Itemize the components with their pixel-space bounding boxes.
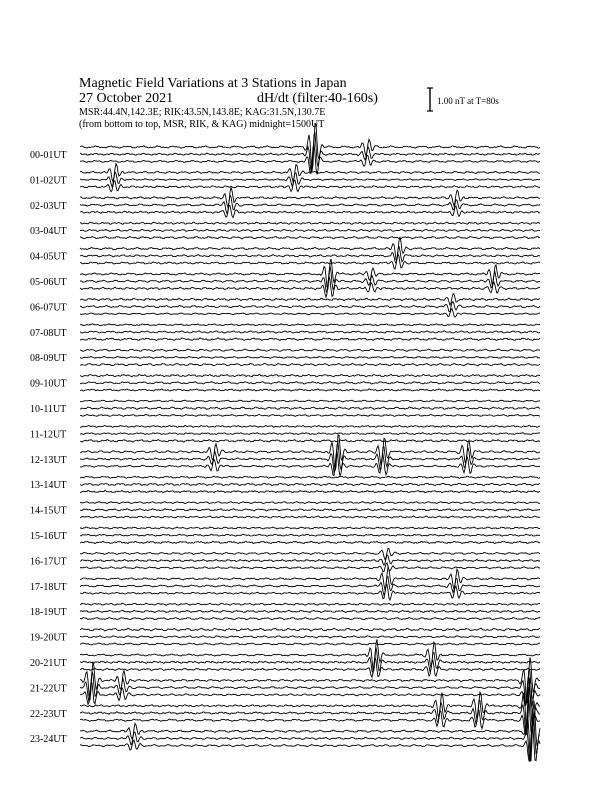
trace-01-02UT-station-3 xyxy=(80,180,540,192)
row-label-17-18UT: 17-18UT xyxy=(30,581,67,593)
row-label-04-05UT: 04-05UT xyxy=(30,251,67,263)
trace-19-20UT-station-1 xyxy=(80,628,540,631)
trace-14-15UT-station-2 xyxy=(80,509,540,511)
trace-23-24UT-station-3 xyxy=(80,722,540,761)
trace-21-22UT-station-2 xyxy=(80,667,540,705)
trace-08-09UT-station-1 xyxy=(80,349,540,351)
trace-03-04UT-station-3 xyxy=(80,236,540,239)
row-label-19-20UT: 19-20UT xyxy=(30,632,67,644)
row-label-10-11UT: 10-11UT xyxy=(30,404,67,415)
trace-15-16UT-station-2 xyxy=(80,534,540,536)
row-label-01-02UT: 01-02UT xyxy=(30,175,67,187)
trace-18-19UT-station-2 xyxy=(80,610,540,612)
trace-18-19UT-station-1 xyxy=(80,603,540,605)
trace-20-21UT-station-3 xyxy=(80,657,540,677)
chart-quantity: dH/dt (filter:40-160s) xyxy=(257,91,378,106)
row-label-16-17UT: 16-17UT xyxy=(30,556,67,568)
row-label-18-19UT: 18-19UT xyxy=(30,607,67,619)
row-label-21-22UT: 21-22UT xyxy=(30,683,67,695)
trace-07-08UT-station-3 xyxy=(80,338,540,341)
trace-07-08UT-station-1 xyxy=(80,324,540,326)
trace-23-24UT-station-1 xyxy=(80,701,540,761)
trace-10-11UT-station-2 xyxy=(80,407,540,410)
row-label-02-03UT: 02-03UT xyxy=(30,200,67,212)
trace-05-06UT-station-3 xyxy=(80,277,540,298)
trace-08-09UT-station-2 xyxy=(80,356,540,358)
trace-21-22UT-station-1 xyxy=(80,657,540,703)
trace-13-14UT-station-3 xyxy=(80,490,540,492)
row-label-23-24UT: 23-24UT xyxy=(30,734,67,746)
chart-title: Magnetic Field Variations at 3 Stations in Japan xyxy=(79,76,347,91)
row-label-20-21UT: 20-21UT xyxy=(30,658,67,669)
trace-03-04UT-station-1 xyxy=(80,222,540,224)
trace-02-03UT-station-1 xyxy=(80,187,540,207)
trace-09-10UT-station-2 xyxy=(80,382,540,384)
row-label-15-16UT: 15-16UT xyxy=(30,531,67,542)
trace-19-20UT-station-3 xyxy=(80,643,540,645)
trace-08-09UT-station-3 xyxy=(80,363,540,365)
row-label-09-10UT: 09-10UT xyxy=(30,378,67,390)
trace-13-14UT-station-1 xyxy=(80,476,540,478)
trace-06-07UT-station-2 xyxy=(80,302,540,312)
trace-09-10UT-station-3 xyxy=(80,389,540,391)
trace-11-12UT-station-3 xyxy=(80,440,540,443)
trace-16-17UT-station-3 xyxy=(80,563,540,572)
row-label-07-08UT: 07-08UT xyxy=(30,327,67,339)
trace-06-07UT-station-3 xyxy=(80,309,540,318)
trace-16-17UT-station-1 xyxy=(80,548,540,559)
trace-21-22UT-station-3 xyxy=(80,678,540,707)
trace-11-12UT-station-1 xyxy=(80,425,540,427)
trace-18-19UT-station-3 xyxy=(80,617,540,619)
trace-15-16UT-station-1 xyxy=(80,527,540,529)
trace-03-04UT-station-2 xyxy=(80,229,540,231)
trace-22-23UT-station-3 xyxy=(80,699,540,735)
row-label-03-04UT: 03-04UT xyxy=(30,226,67,238)
chart-date: 27 October 2021 xyxy=(79,91,174,106)
trace-02-03UT-station-3 xyxy=(80,206,540,218)
trace-15-16UT-station-3 xyxy=(80,541,540,543)
trace-22-23UT-station-1 xyxy=(80,677,540,734)
row-label-22-23UT: 22-23UT xyxy=(30,708,67,720)
row-label-05-06UT: 05-06UT xyxy=(30,277,67,288)
trace-10-11UT-station-3 xyxy=(80,414,540,416)
trace-19-20UT-station-2 xyxy=(80,636,540,638)
scale-label: 1.00 nT at T=80s xyxy=(437,96,499,106)
scale-bar xyxy=(427,88,499,111)
station-order-note: (from bottom to top, MSR, RIK, & KAG) midnight=1500UT xyxy=(79,119,325,130)
trace-11-12UT-station-2 xyxy=(80,433,540,435)
trace-07-08UT-station-2 xyxy=(80,331,540,333)
row-label-08-09UT: 08-09UT xyxy=(30,353,67,365)
row-label-14-15UT: 14-15UT xyxy=(30,505,67,517)
trace-13-14UT-station-2 xyxy=(80,483,540,485)
row-label-00-01UT: 00-01UT xyxy=(30,150,67,161)
row-label-13-14UT: 13-14UT xyxy=(30,480,67,492)
row-label-11-12UT: 11-12UT xyxy=(30,429,67,441)
trace-09-10UT-station-1 xyxy=(80,374,540,377)
trace-12-13UT-station-2 xyxy=(80,442,540,472)
trace-10-11UT-station-1 xyxy=(80,400,540,402)
trace-14-15UT-station-1 xyxy=(80,502,540,504)
row-label-06-07UT: 06-07UT xyxy=(30,302,67,314)
trace-16-17UT-station-2 xyxy=(80,555,540,565)
row-label-12-13UT: 12-13UT xyxy=(30,454,67,466)
station-coordinates: MSR:44.4N,142.3E; RIK:43.5N,143.8E; KAG:31.5N,130.7E xyxy=(79,107,326,118)
trace-14-15UT-station-3 xyxy=(80,516,540,518)
trace-01-02UT-station-2 xyxy=(80,172,540,187)
trace-06-07UT-station-1 xyxy=(80,294,540,305)
